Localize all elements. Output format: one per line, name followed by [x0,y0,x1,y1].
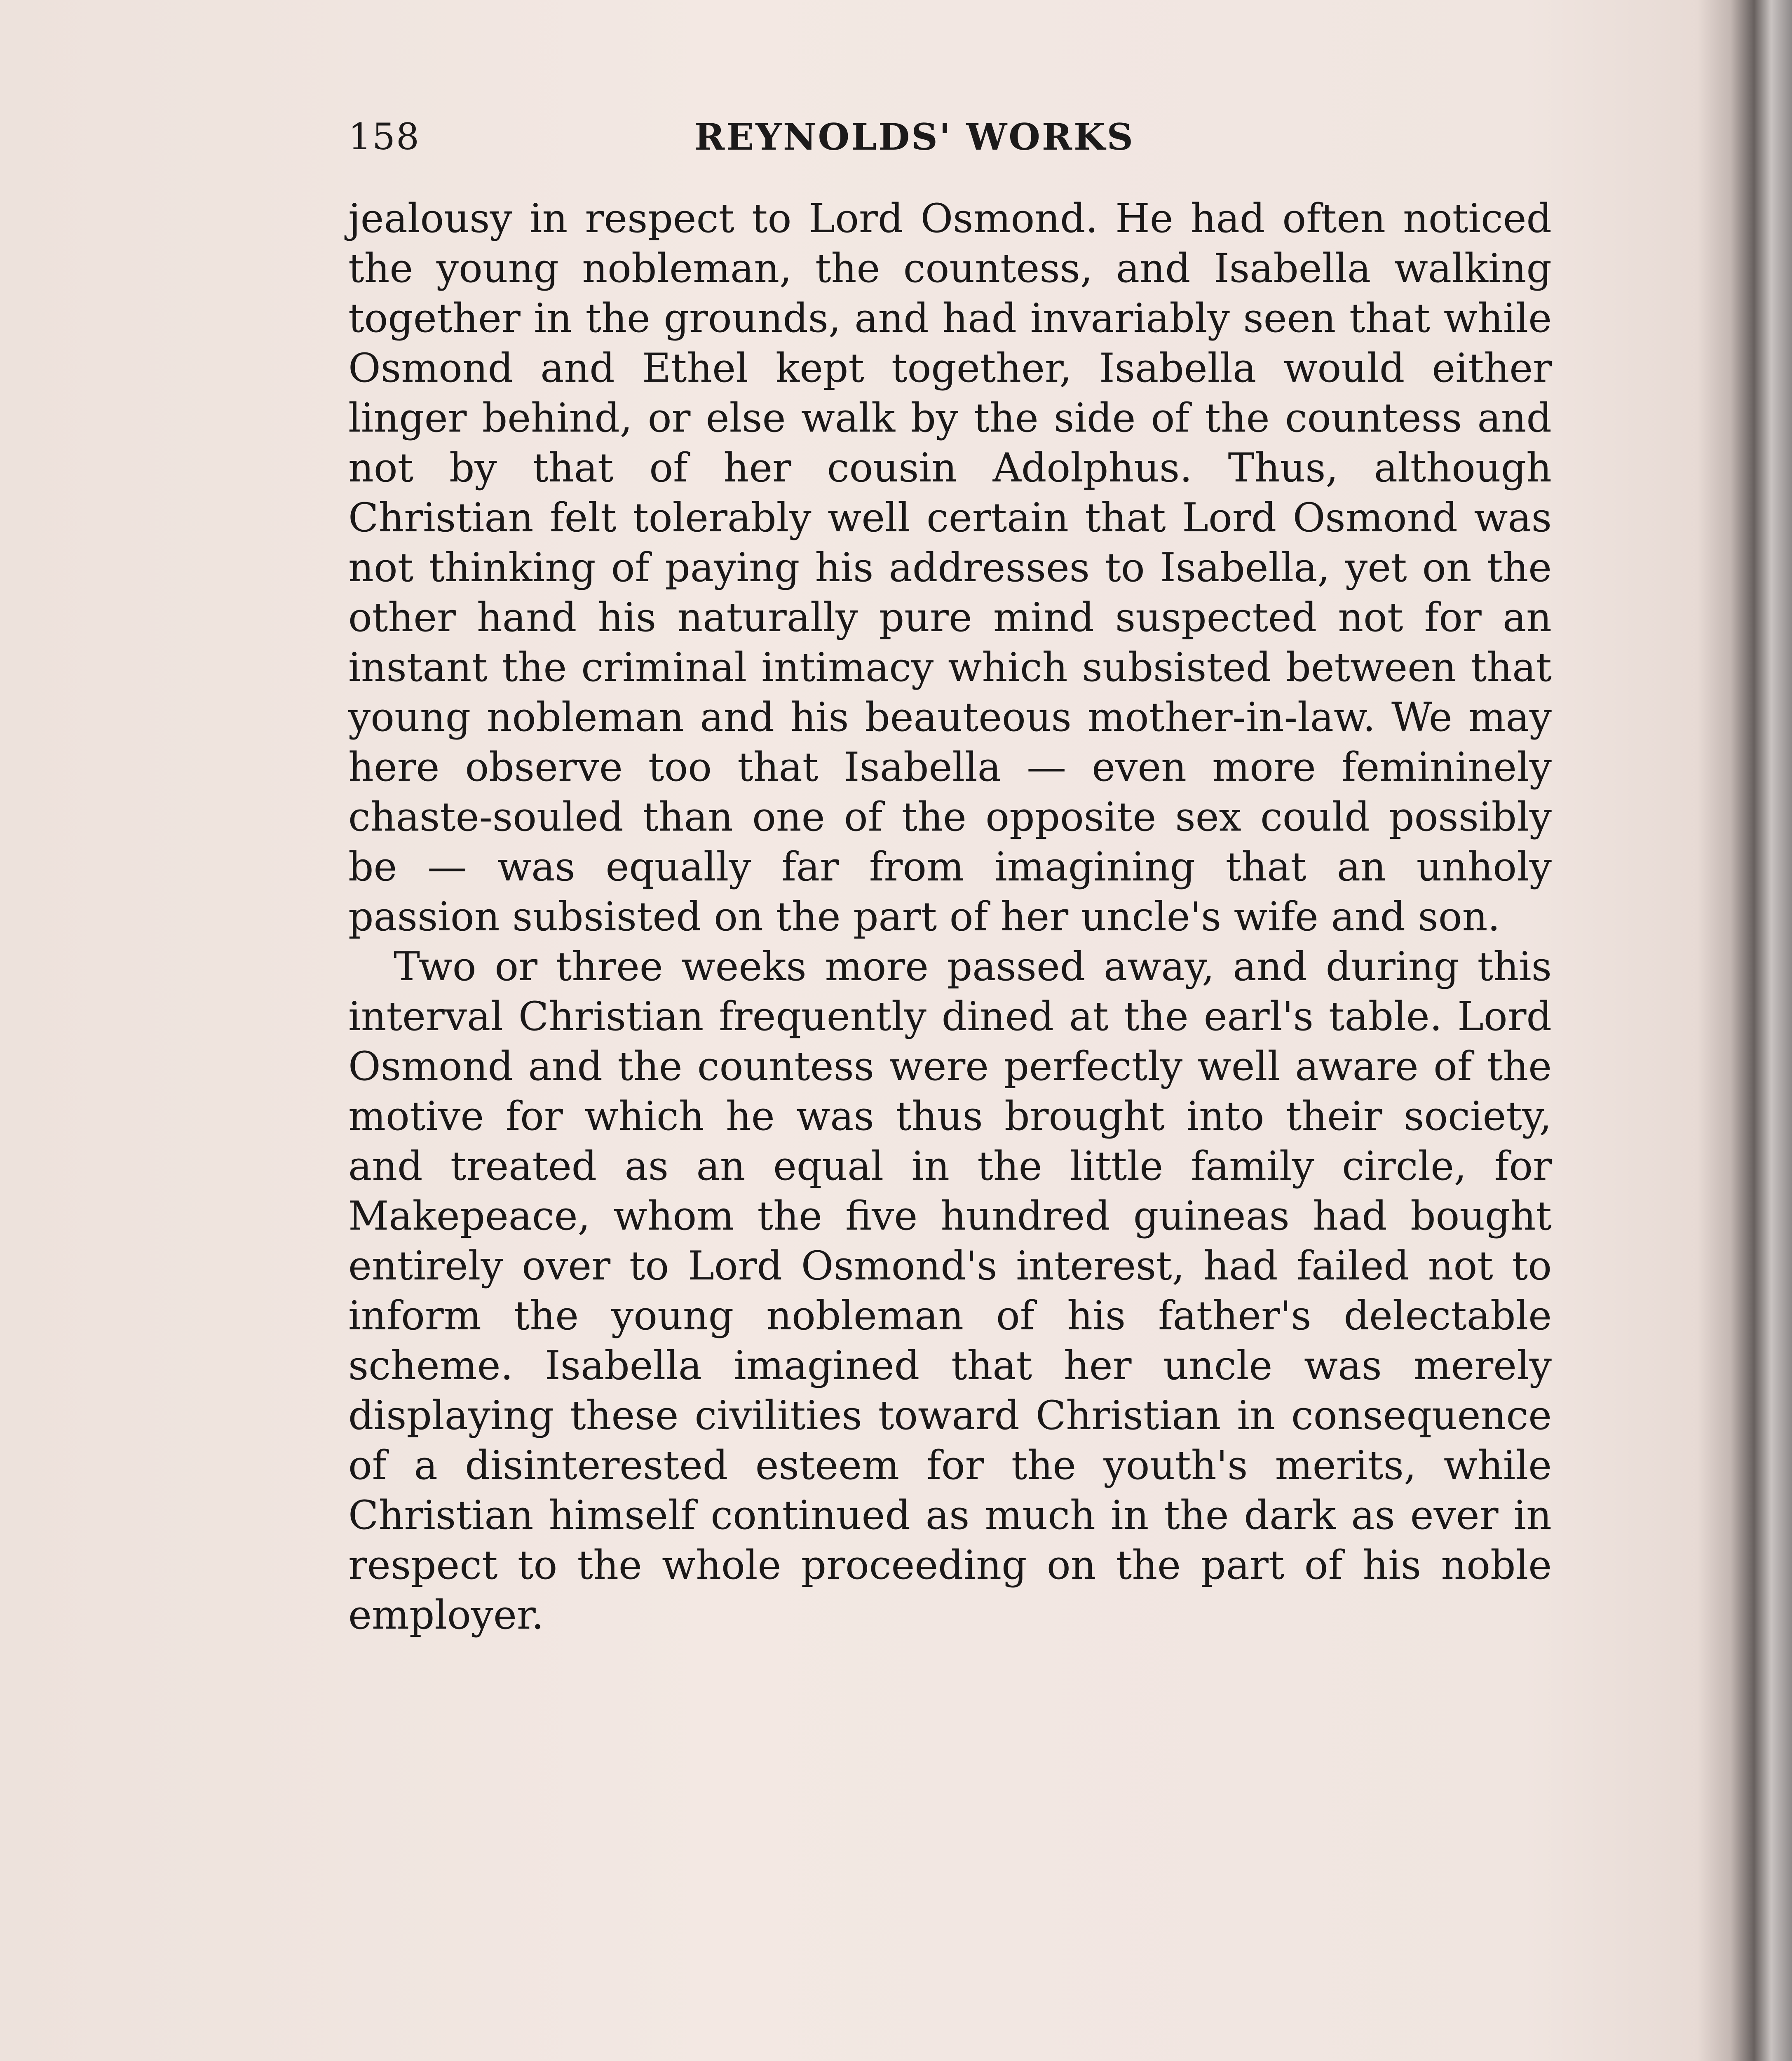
running-head: REYNOLDS' WORKS [694,115,1135,158]
paragraph-1: jealousy in respect to Lord Osmond. He had often noticed the young nobleman, the countess, and Isabella walking together in the grounds, and had invariably seen that while Osmond and Ethel kept together, Isabella would either linger behind, or else walk by the side of the countess and not by that of her cousin Adolphus. Thus, although Christian felt tolerably well certain that Lord Osmond was not thinking of paying his addresses to Isabella, yet on the other hand his naturally pure mind suspected not for an instant the criminal intimacy which subsisted between that young nobleman and his beauteous mother-in-law. We may here observe too that Isabella — even more femininely chaste-souled than one of the opposite sex could possibly be — was equally far from imagining that an unholy passion subsisted on the part of her uncle's wife and son. [348,195,1552,940]
page-header [348,107,1552,165]
body-text [348,194,1552,1640]
paragraph-2: Two or three weeks more passed away, and during this interval Christian frequently dined at the earl's table. Lord Osmond and the countess were perfectly well aware of the motive for which he was thus brought into their society, and treated as an equal in the little family circle, for Makepeace, whom the five hundred guineas had bought entirely over to Lord Osmond's interest, had failed not to inform the young nobleman of his father's delectable scheme. Isabella imagined that her uncle was merely displaying these civilities toward Christian in consequence of a disinterested esteem for the youth's merits, while Christian himself continued as much in the dark as ever in respect to the whole proceeding on the part of his noble employer. [348,944,1552,1638]
page-number: 158 [348,115,420,158]
book-spine-edge [1697,0,1792,2061]
